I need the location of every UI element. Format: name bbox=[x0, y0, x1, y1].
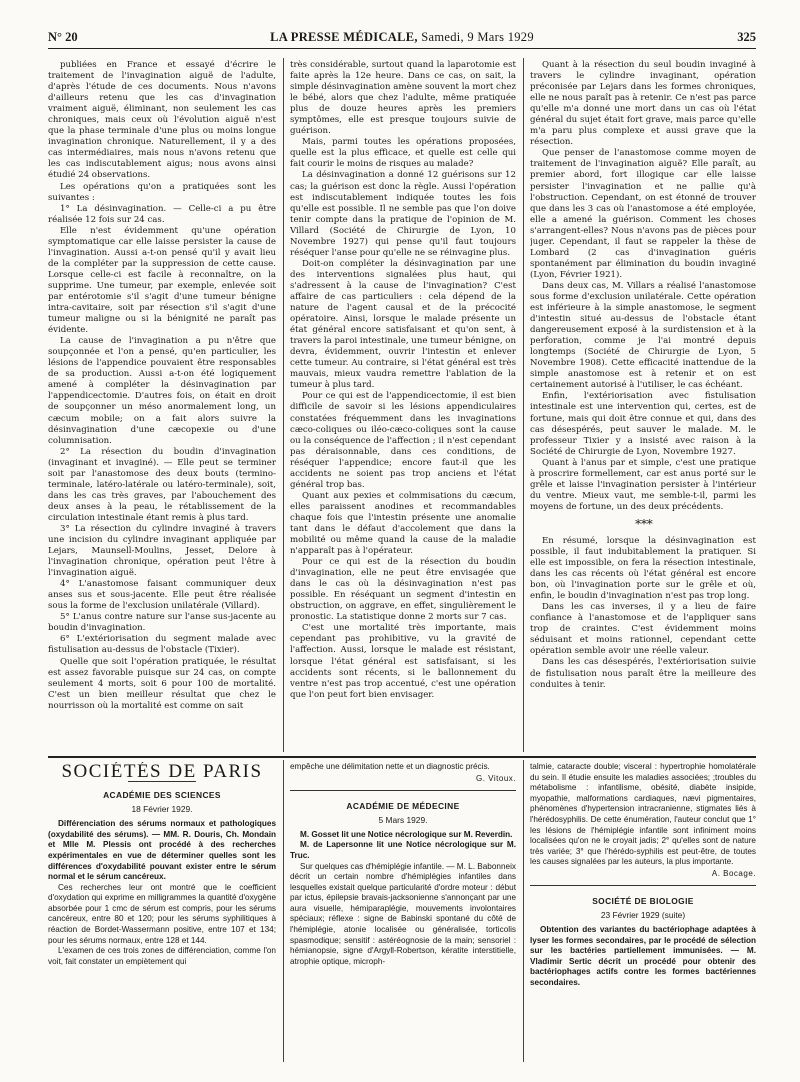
paragraph: 1° La désinvagination. — Celle-ci a pu être réalisée 12 fois sur 24 cas. bbox=[48, 203, 276, 225]
paragraph: Sur quelques cas d'hémiplégie infantile. — M. L. Babonneix décrit un certain nombre d'hémiplégies infantiles dans lesquelles existait quelque particularité d'ordre moteur : début par ictus, épilepsie bravais-jacksonienne s'annonçant par une aura visuelle, hémiparaplégie, mouvements involontaires spéciaux; réflexe : signe de Babinski spontané du côté de l'hémiplégie, atonie localisée ou généralisée, torticolis spasmodique; sensitif : astéréognosie de la main; sensoriel : hémianopsie, signe d'Argyll-Robertson, kératite interstitielle, atrophie optique, microph- bbox=[290, 861, 516, 966]
biology-society-date: 23 Février 1929 (suite) bbox=[600, 910, 686, 921]
paragraph: très considérable, surtout quand la laparotomie est faite après la 12e heure. Dans ce cas, on sait, la simple désinvagination amène souvent la mort chez le bébé, alors que chez l'adulte, même pratiquée plus de douze heures après les premiers symptômes, elle est presque toujours suivie de guérison. bbox=[290, 60, 516, 137]
lower-column-3 bbox=[530, 762, 756, 1062]
issue-date: Samedi, 9 Mars 1929 bbox=[421, 30, 534, 44]
author-signature: G. Vitoux. bbox=[476, 773, 516, 783]
paragraph: L'examen de ces trois zones de différenciation, comme l'on voit, fait constater un empiètement qui bbox=[48, 946, 276, 966]
paragraph: Elle n'est évidemment qu'une opération symptomatique car elle laisse persister la cause de l'invagination. Aussi a-t-on pensé qu'il y avait lieu de la compléter par la suppression de cette cause. Lorsque celle-ci est facile à reconnaître, on la supprime. Une tumeur, par exemple, enlevée soit par entérotomie s'il s'agit d'une tumeur bénigne intra-cavitaire, soit par résection s'il s'agit d'une tumeur maligne ou si la bénignité ne paraît pas évidente. bbox=[48, 225, 276, 336]
page-header bbox=[48, 30, 756, 46]
section-banner: SOCIÉTÉS DE PARIS bbox=[61, 762, 263, 782]
paragraph: Pour ce qui est de la résection du boudin d'invagination, elle ne peut être envisagée que dans le cas où la désinvagination n'est pas possible. En réséquant un segment d'intestin en obstruction, on aggrave, en effet, singulièrement le pronostic. La statistique donne 2 morts sur 7 cas. bbox=[290, 557, 516, 623]
header-rule bbox=[48, 48, 756, 49]
paragraph: M. Gosset lit une Notice nécrologique sur M. Reverdin. bbox=[300, 829, 513, 839]
paragraph: Quant aux pexies et colmmisations du cæcum, elles paraissent anodines et recommandables chaque fois que l'intestin présente une anomalie tant dans le défaut d'accolement que dans la mobilité ou même quand la cause de la maladie n'apparaît pas à l'opérateur. bbox=[290, 490, 516, 557]
paragraph: publiées en France et essayé d'écrire le traitement de l'invagination aiguë de l'adulte, d'après l'étude de ces documents. Nous n'avons d'ailleurs retenu que les cas d'invagination vraiment aiguë, éliminant, non seulement les cas chroniques, mais ceux où l'évolution aiguë n'est que la phase terminale d'une plus ou moins longue invagination chronique. Naturellement, il y a des cas intermédiaires, mais nous n'avons retenu que les cas indiscutablement aigus; nous avons ainsi étudié 24 observations. bbox=[48, 60, 276, 181]
article-column-1 bbox=[48, 60, 276, 750]
section-ornament: * * * bbox=[635, 516, 651, 531]
paragraph: Pour ce qui est de l'appendicectomie, il est bien difficile de savoir si les lésions appendiculaires constatées fréquemment dans les invaginations cæco-coliques ou iléo-cæco-coliques sont la cause ou la conséquence de l'affection ; il n'est cependant pas déraisonnable, dans ces conditions, de réséquer l'appendice; encore faut-il que les accidents ne soient pas trop anciens et l'état général trop bas. bbox=[290, 391, 516, 490]
column-divider bbox=[283, 58, 284, 752]
lower-column-1 bbox=[48, 762, 276, 1062]
paragraph: empêche une délimitation nette et un diagnostic précis. bbox=[290, 762, 490, 771]
section-divider bbox=[530, 885, 756, 888]
section-rule bbox=[48, 756, 756, 758]
paragraph: Obtention des variantes du bactériophage adaptées à lyser les formes secondaires, par le procédé de sélection sur les bactéries partiellement immunisées. — M. Vladimir Sertic décrit un procédé pour obtenir des bactériophages actifs contre les formes bactériennes secondaires. bbox=[530, 925, 756, 988]
paragraph: 3° La résection du cylindre invaginé à travers une incision du cylindre invaginant appliquée par Lejars, Maunsell-Moulins, Jesset, Delore à l'invagination chronique, opération peut l'être à l'invagination aiguë. bbox=[48, 523, 276, 579]
column-divider bbox=[523, 760, 524, 1062]
academy-medecine-title: ACADÉMIE DE MÉDECINE bbox=[346, 800, 460, 811]
author-signature: A. Bocage. bbox=[711, 868, 756, 878]
paragraph: Quant à la résection du seul boudin invaginé à travers le cylindre invaginant, opération préconisée par Lejars dans les formes chroniques, elle ne nous paraît pas à retenir. Ce n'est pas parce qu'elle m'a donné une mort dans un cas où l'état général du sujet était fort grave, mais parce qu'elle m'a paru plus complexe et aussi grave que la résection. bbox=[530, 60, 756, 148]
paragraph: Mais, parmi toutes les opérations proposées, quelle est la plus efficace, et quelle est celle qui fait courir le moins de risques au malade? bbox=[290, 137, 516, 170]
issue-number: N° 20 bbox=[48, 30, 78, 44]
paragraph: C'est une mortalité très importante, mais cependant pas prohibitive, vu la gravité de l'affection. Aussi, lorsque le malade est résistant, lorsque l'état général est satisfaisant, si les accidents sont récents, si le ballonnement du ventre n'est pas trop accentué, c'est une opération que l'on peut fort bien envisager. bbox=[290, 623, 516, 700]
academy-medecine-date: 5 Mars 1929. bbox=[378, 814, 428, 825]
section-divider bbox=[290, 790, 516, 793]
paragraph: Les opérations qu'on a pratiquées sont les suivantes : bbox=[48, 181, 276, 203]
paragraph: Dans les cas désespérés, l'extériorisation suivie de fistulisation nous paraît être la meilleure des conduites à tenir. bbox=[530, 657, 756, 690]
lower-column-2 bbox=[290, 762, 516, 1062]
paragraph: En résumé, lorsque la désinvagination est possible, il faut indubitablement la pratiquer. Si elle est impossible, on fera la résection intestinale, dans les cas récents où l'état général est encore bon, où l'invagination porte sur le grêle et où, enfin, le boudin d'invagination n'est pas trop long. bbox=[530, 535, 756, 602]
paragraph: Dans les cas inverses, il y a lieu de faire confiance à l'anastomose et de l'appliquer sans trop de craintes. C'est évidemment moins séduisant et moins rationnel, cependant cette opération semble avoir une réelle valeur. bbox=[530, 602, 756, 657]
paragraph: Quant à l'anus par et simple, c'est une pratique à proscrire formellement, car est anus porté sur le grêle et laisse l'invagination persister à l'intérieur du ventre. Mieux vaut, me semble-t-il, parmi les moyens de fortune, un des deux précédents. bbox=[530, 457, 756, 512]
column-divider bbox=[523, 58, 524, 752]
article-column-3 bbox=[530, 60, 756, 750]
paragraph: 4° L'anastomose faisant communiquer deux anses sus et sous-jacente. Elle peut être réalisée sous la forme de l'exclusion unilatérale (Villard). bbox=[48, 579, 276, 612]
paragraph: Doit-on compléter la désinvagination par une des interventions signalées plus haut, qui s'adressent à la cause de l'invagination? C'est affaire de cas particuliers : cela dépend de la nature de l'agent causal et de la précocité opératoire. Ainsi, lorsque le malade présente un état général encore satisfaisant et qu'on sent, à travers la paroi intestinale, une tumeur bénigne, on devra, évidemment, ouvrir l'intestin et enlever cette tumeur. Au contraire, si l'état général est très mauvais, mieux vaudra remettre l'ablation de la tumeur à plus tard. bbox=[290, 258, 516, 391]
paragraph: 5° L'anus contre nature sur l'anse sus-jacente au boudin d'invagination. bbox=[48, 612, 276, 634]
biology-society-title: SOCIÉTÉ DE BIOLOGIE bbox=[592, 895, 694, 906]
paragraph: 2° La résection du boudin d'invagination (invaginant et invaginé). — Elle peut se terminer soit par l'anastomose des deux bouts (termino-terminale, latéro-latérale ou latéro-terminale), soit, dans les cas très graves, par l'abouchement des deux anses à la peau, le rétablissement de la circulation intestinale étant remis à plus tard. bbox=[48, 446, 276, 523]
paragraph: Différenciation des sérums normaux et pathologiques (oxydabilité des sérums). — MM. R. Douris, Ch. Mondain et Mlle M. Plessis ont procédé à des recherches expérimentales en vue de déterminer quelles sont les différences d'oxydabilité pouvant exister entre le sérum normal et le sérum cancéreux. bbox=[48, 819, 276, 882]
paragraph: 6° L'extériorisation du segment malade avec fistulisation au-dessus de l'obstacle (Tixier). bbox=[48, 634, 276, 656]
column-divider bbox=[283, 760, 284, 1062]
journal-name: LA PRESSE MÉDICALE, bbox=[270, 30, 418, 44]
paragraph: La désinvagination a donné 12 guérisons sur 12 cas; la guérison est donc la règle. Aussi l'opération est indiscutablement indiquée toutes les fois qu'elle est possible. Il ne semble pas que l'on doive tenir compte dans la pratique de l'opinion de M. Villard (Société de Chirurgie de Lyon, 10 Novembre 1927) qui pense qu'il faut toujours réséquer l'anse pour qu'elle ne se réinvagine plus. bbox=[290, 170, 516, 258]
academy-sciences-date: 18 Février 1929. bbox=[131, 804, 193, 815]
journal-title bbox=[48, 30, 756, 45]
article-column-2 bbox=[290, 60, 516, 750]
paragraph: talmie, cataracte double; visceral : hypertrophie homolatérale du sein. Il étudie ensuite les maladies associées; ;troubles du métabolisme : infantilisme, obésité, diabète insipide, myopathie, malformations cardiaques, nævi pigmentaires, phénomènes d'hypertension intracranienne, stigmates liés à l'hérédosyphilis. De cette énumération, l'auteur conclut que 1° les lésions de l'hémiplégie infantile sont infiniment moins localisées qu'on ne le croyait jadis; 2° qu'elles sont de nature très variée; 3° que l'hérédo-syphilis est peut-être, de toutes les causes signalées par les auteurs, la plus importante. bbox=[530, 762, 756, 867]
paragraph: Enfin, l'extériorisation avec fistulisation intestinale est une intervention qui, certes, est de fortune, mais qui doit être connue et qui, dans des cas désespérés, peut sauver le malade. M. le professeur Tixier y a insisté avec raison à la Société de Chirurgie de Lyon, Novembre 1927. bbox=[530, 391, 756, 457]
page-number: 325 bbox=[737, 30, 756, 44]
paragraph: Que penser de l'anastomose comme moyen de traitement de l'invagination aiguë? Elle paraît, au premier abord, fort illogique car elle laisse persister l'invagination et ne pallie qu'à l'obstruction. Cependant, on est étonné de trouver que dans les 3 cas où l'anastomose a été employée, elle a amené la guérison. Comment les choses s'arrangent-elles? Nous n'avons pas de pièces pour juger. Cependant, il faut se rappeler la thèse de Lombard (2 cas d'invagination guéris spontanément par élimination du boudin invaginé (Lyon, Février 1921). bbox=[530, 148, 756, 280]
academy-sciences-title: ACADÉMIE DES SCIENCES bbox=[103, 790, 221, 801]
paragraph: Dans deux cas, M. Villars a réalisé l'anastomose sous forme d'exclusion unilatérale. Cette opération est inférieure à la simple anastomose, le segment d'intestin situé au-dessus de l'obstacle étant dangereusement exposé à la surdistension et à la perforation, comme je l'ai montré depuis longtemps (Société de Chirurgie de Lyon, 5 Novembre 1908). Cette efficacité inattendue de la simple anastomose est à retenir et on est certainement autorisé à l'utiliser, le cas échéant. bbox=[530, 280, 756, 391]
paragraph: La cause de l'invagination a pu n'être que soupçonnée et l'on a pensé, qu'en particulier, les lésions de l'appendice pouvaient être responsables de sa production. Aussi a-t-on été logiquement amené à compléter la désinvagination par l'appendicectomie. D'autres fois, on était en droit de soupçonner un méso anormalement long, un cæcum mobile; on a fait alors suivre la désinvagination d'une cæcopexie ou d'une columnisation. bbox=[48, 336, 276, 446]
paragraph: M. de Lapersonne lit une Notice nécrologique sur M. Truc. bbox=[290, 840, 516, 860]
paragraph: Quelle que soit l'opération pratiquée, le résultat est assez favorable puisque sur 24 cas, on compte seulement 4 morts, soit 6 pour 100 de mortalité. C'est un bien meilleur résultat que chez le nourrisson où la mortalité est comme on sait bbox=[48, 656, 276, 711]
paragraph: Ces recherches leur ont montré que le coefficient d'oxydation qui exprime en milligrammes la quantité d'oxygène absorbée pour 1 cmc de sérum est compris, pour les sérums cancéreux, entre 80 et 120; pour les sérums syphilitiques à réaction de Bordet-Wassermann positive, entre 107 et 134; pour les sérums normaux, entre 128 et 144. bbox=[48, 882, 276, 945]
